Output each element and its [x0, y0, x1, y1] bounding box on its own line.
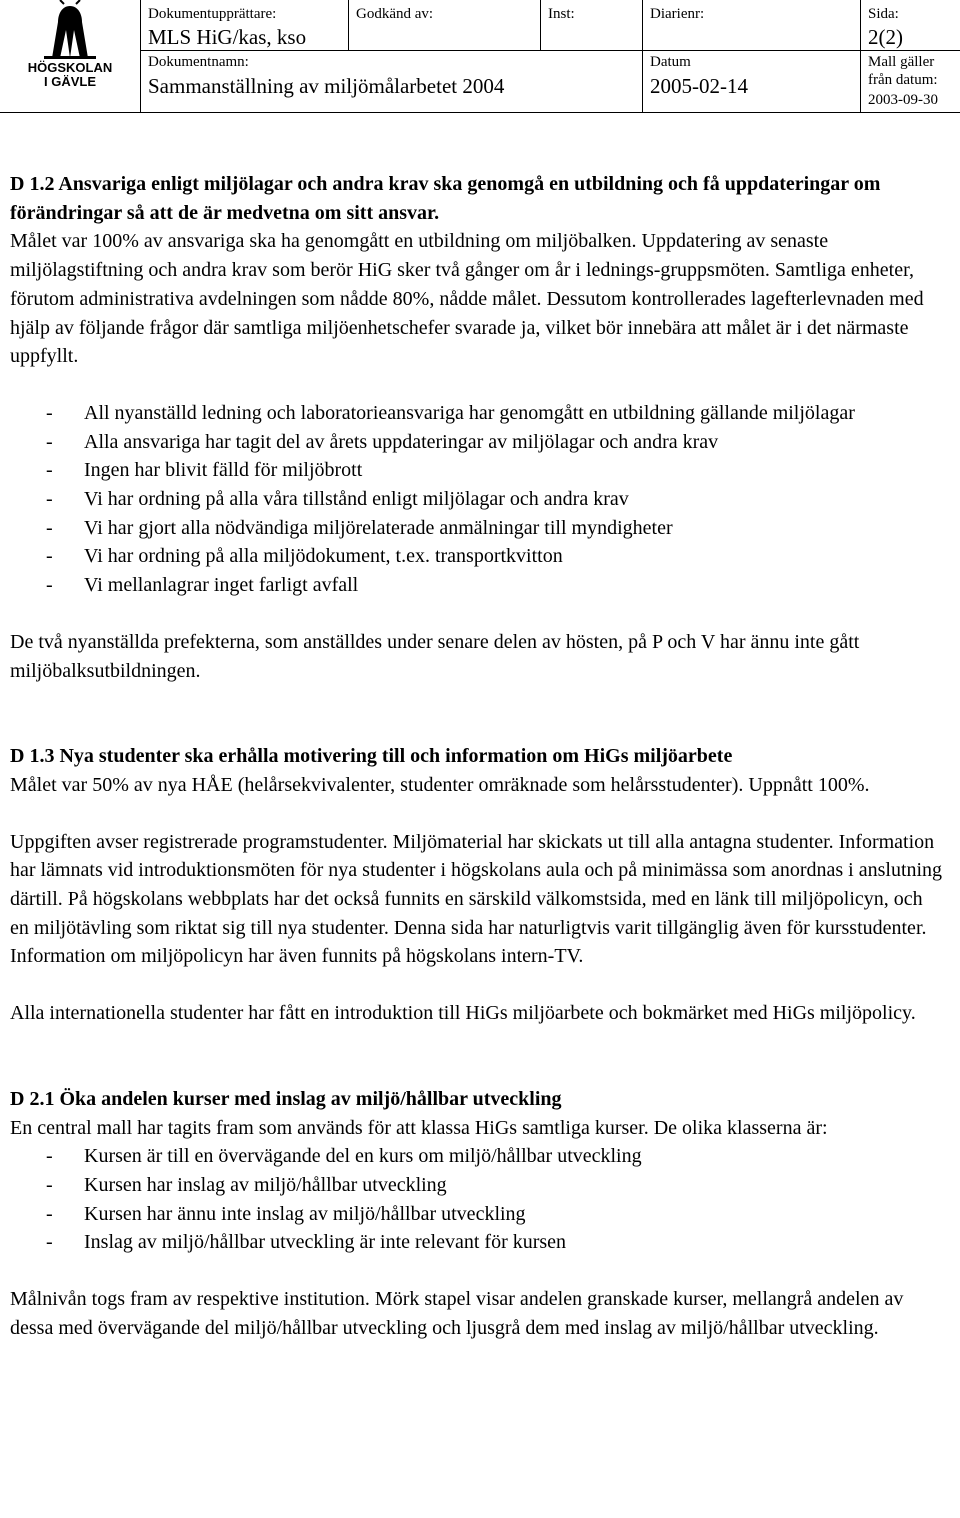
document-header: [0, 0, 960, 113]
list-item: - Alla ansvariga har tagit del av årets uppdateringar av miljölagar och andra krav: [10, 428, 945, 457]
divider: [140, 0, 141, 112]
list-item: - Kursen har ännu inte inslag av miljö/hållbar utveckling: [10, 1200, 945, 1229]
list-item: - Vi har ordning på alla våra tillstånd enligt miljölagar och andra krav: [10, 485, 945, 514]
divider: [860, 0, 861, 112]
divider: [348, 0, 349, 50]
approved-by-label: Godkänd av:: [356, 6, 434, 22]
document-name-label: Dokumentnamn:: [148, 54, 249, 70]
date-value: 2005-02-14: [650, 74, 748, 98]
list-item: - Kursen är till en övervägande del en kurs om miljö/hållbar utveckling: [10, 1142, 945, 1171]
section-heading-d21: D 2.1 Öka andelen kurser med inslag av miljö/hållbar utveckling: [10, 1087, 562, 1110]
list-item: - Kursen har inslag av miljö/hållbar utveckling: [10, 1171, 945, 1200]
paragraph: De två nyanställda prefekterna, som anställdes under senare delen av hösten, på P och V har ännu inte gått miljöbalksutbildningen.: [10, 630, 860, 682]
list-item: - All nyanställd ledning och laboratorieansvariga har genomgått en utbildning gällande miljölagar: [10, 399, 945, 428]
template-valid-date: 2003-09-30: [868, 92, 938, 108]
paragraph: En central mall har tagits fram som används för att klassa HiGs samtliga kurser. De olika klasserna är:: [10, 1116, 828, 1139]
list-item: - Vi mellanlagrar inget farligt avfall: [10, 571, 945, 600]
document-name-value: Sammanställning av miljömålarbetet 2004: [148, 74, 505, 98]
divider: [642, 0, 643, 112]
department-label: Inst:: [548, 6, 575, 22]
author-value: MLS HiG/kas, kso: [148, 25, 307, 49]
bullet-list: [10, 1142, 945, 1257]
bullet-list: [10, 399, 945, 600]
goat-emblem-icon: [0, 0, 140, 112]
divider: [540, 0, 541, 50]
template-valid-label-2: från datum:: [868, 72, 938, 88]
list-item: - Ingen har blivit fälld för miljöbrott: [10, 456, 945, 485]
paragraph: Uppgiften avser registrerade programstudenter. Miljömaterial har skickats ut till alla antagna studenter. Information har lämnats vid introduktionsmöten för nya studenter i högskolans aula och på minimässa som anordnas i anslutning därtill. På högskolans webbplats har det också funnits en särskild välkomstsida, med en länk till miljöpolicyn, och en miljötävling som riktat sig till nya studenter. Denna sida har naturligtvis varit tillgänglig även för kursstudenter. Information om miljöpolicyn har även funnits på högskolans intern-TV.: [10, 830, 943, 968]
author-label: Dokumentupprättare:: [148, 6, 277, 22]
logo-text-line1: HÖGSKOLAN: [27, 60, 113, 75]
paragraph: Målet var 100% av ansvariga ska ha genomgått en utbildning om miljöbalken. Uppdatering av senaste miljölagstiftning och andra krav som berör HiG sker två gånger om år i lednings-gruppsmöten. Samtliga enheter, förutom administrativa avdelningen som nådde 80%, nådde målet. Dessutom kontrollerades lagefterlevnaden med hjälp av följande frågor där samtliga miljöenhetschefer svarade ja, vilket bör innebära att målet är i det närmaste uppfyllt.: [10, 230, 924, 368]
paragraph: Målnivån togs fram av respektive institution. Mörk stapel visar andelen granskade kurser, mellangrå andelen av dessa med övervägande del miljö/hållbar utveckling och ljusgrå dem med inslag av miljö/hållbar utveckling.: [10, 1288, 904, 1339]
page-label: Sida:: [868, 6, 899, 22]
list-item: - Inslag av miljö/hållbar utveckling är inte relevant för kursen: [10, 1228, 945, 1257]
divider: [140, 50, 960, 51]
paragraph: Alla internationella studenter har fått en introduktion till HiGs miljöarbete och bokmärket med HiGs miljöpolicy.: [10, 1002, 916, 1025]
paragraph: Målet var 50% av nya HÅE (helårsekvivalenter, studenter omräknade som helårsstudenter). Uppnått 100%.: [10, 773, 870, 796]
logo-text-line2: I GÄVLE: [43, 74, 96, 89]
registration-number-label: Diarienr:: [650, 6, 705, 22]
section-heading-d13: D 1.3 Nya studenter ska erhålla motivering till och information om HiGs miljöarbete: [10, 745, 733, 768]
page-value: 2(2): [868, 25, 903, 49]
date-label: Datum: [650, 54, 691, 70]
university-logo: [0, 0, 140, 112]
list-item: - Vi har gjort alla nödvändiga miljörelaterade anmälningar till myndigheter: [10, 514, 945, 543]
section-heading-d12: D 1.2 Ansvariga enligt miljölagar och andra krav ska genomgå en utbildning och få uppdateringar om förändringar så att de är medvetna om sitt ansvar.: [10, 173, 881, 224]
template-valid-label-1: Mall gäller: [868, 54, 935, 70]
list-item: - Vi har ordning på alla miljödokument, t.ex. transportkvitton: [10, 542, 945, 571]
document-body: [10, 170, 945, 1343]
